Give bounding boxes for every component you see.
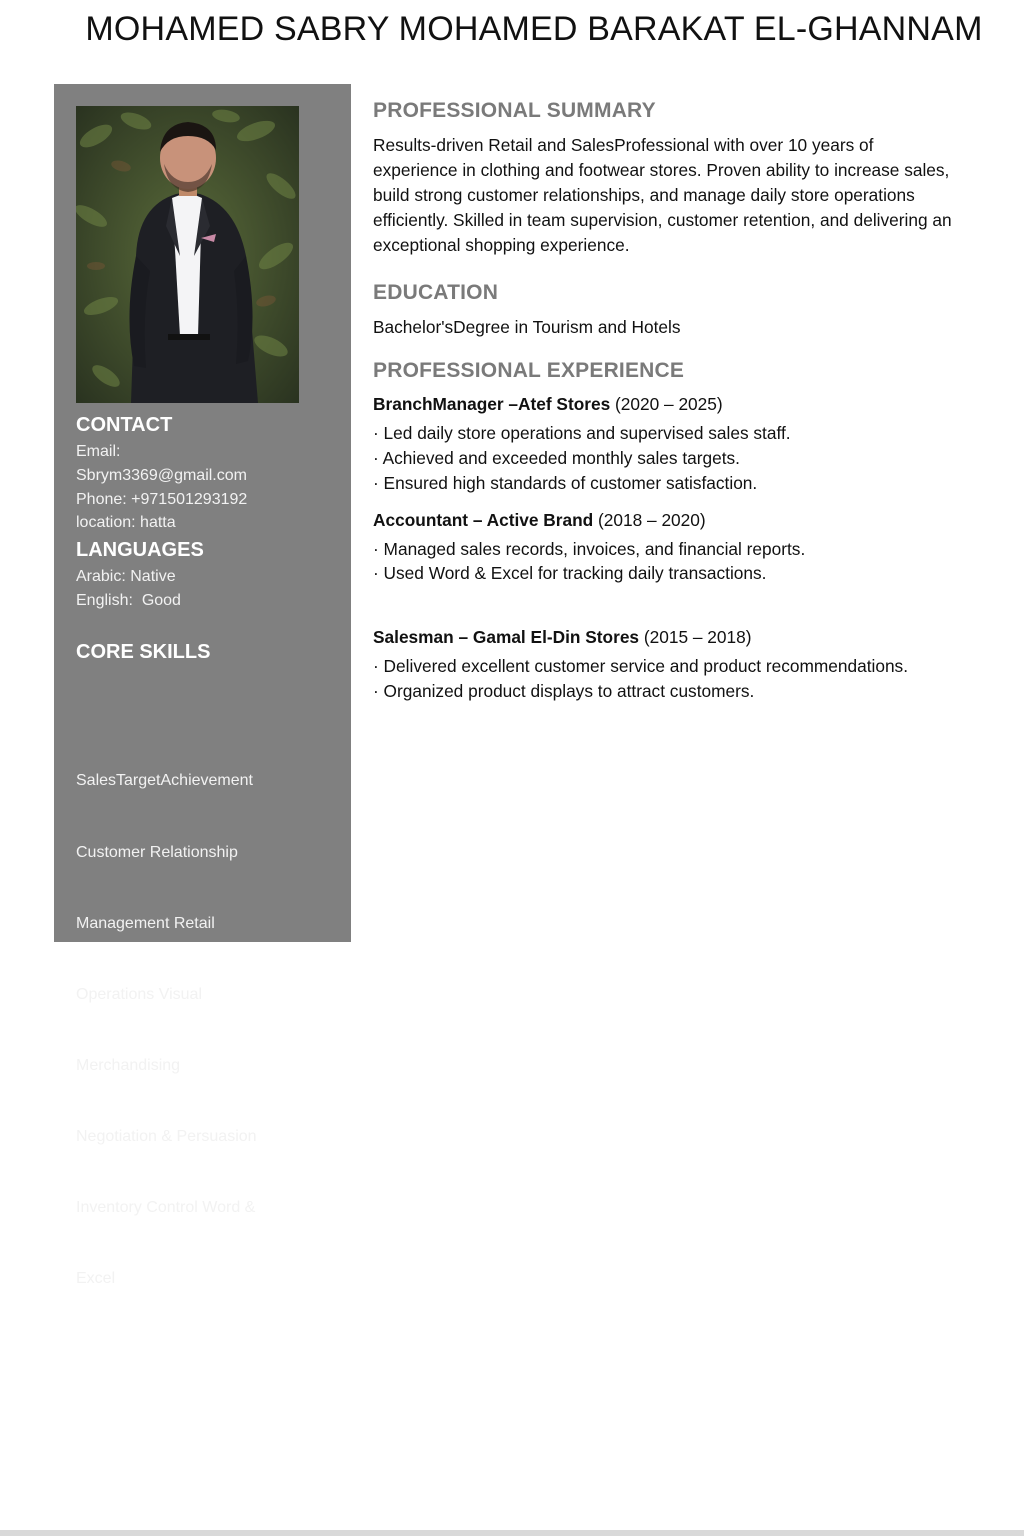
job-dates: (2018 – 2020) bbox=[598, 510, 706, 530]
contact-email-label: Email: bbox=[76, 443, 121, 460]
job-title: BranchManager –Atef Stores bbox=[373, 394, 611, 414]
skill-line: Inventory Control Word & bbox=[76, 1199, 256, 1217]
contact-location: location: hatta bbox=[76, 514, 176, 531]
language-item: English: Good bbox=[76, 592, 181, 609]
education-degree: Bachelor'sDegree in Tourism and Hotels bbox=[373, 317, 681, 337]
resume-name: MOHAMED SABRY MOHAMED BARAKAT EL-GHANNAM bbox=[85, 10, 983, 48]
contact-phone: Phone: +971501293192 bbox=[76, 491, 248, 508]
contact-email[interactable]: Sbrym3369@gmail.com bbox=[76, 467, 247, 484]
summary-line: Results-driven Retail and SalesProfessional with over 10 years of bbox=[373, 135, 874, 155]
job-bullet: · Organized product displays to attract customers. bbox=[373, 681, 755, 701]
job-bullet: · Delivered excellent customer service and product recommendations. bbox=[373, 656, 909, 676]
summary-line: efficiently. Skilled in team supervision, customer retention, and delivering an bbox=[373, 210, 952, 230]
core-skills-heading: CORE SKILLS bbox=[76, 641, 211, 663]
job-bullet: · Managed sales records, invoices, and financial reports. bbox=[373, 539, 806, 559]
bottom-divider bbox=[0, 1530, 1024, 1536]
education-heading: EDUCATION bbox=[373, 281, 499, 304]
summary-text bbox=[373, 133, 998, 258]
job-title-row bbox=[373, 394, 723, 415]
job-title-row bbox=[373, 627, 751, 648]
job-bullet: · Led daily store operations and supervised sales staff. bbox=[373, 423, 791, 443]
skill-line: Excel bbox=[76, 1270, 116, 1288]
skill-line: SalesTargetAchievement bbox=[76, 772, 253, 790]
skill-line: Customer Relationship bbox=[76, 843, 238, 861]
job-bullet: · Achieved and exceeded monthly sales targets. bbox=[373, 448, 740, 468]
job-dates: (2020 – 2025) bbox=[615, 394, 723, 414]
skills-list bbox=[76, 722, 257, 1338]
summary-heading: PROFESSIONAL SUMMARY bbox=[373, 99, 656, 122]
summary-line: exceptional shopping experience. bbox=[373, 235, 630, 255]
skill-line: Operations Visual bbox=[76, 985, 202, 1003]
job-bullet: · Ensured high standards of customer satisfaction. bbox=[373, 473, 758, 493]
summary-line: build strong customer relationships, and manage daily store operations bbox=[373, 185, 915, 205]
job-dates: (2015 – 2018) bbox=[643, 627, 752, 647]
job-title-row bbox=[373, 510, 706, 531]
skill-line: Negotiation & Persuasion bbox=[76, 1127, 257, 1145]
profile-photo bbox=[76, 106, 299, 403]
contact-heading: CONTACT bbox=[76, 414, 173, 436]
job-bullet: · Used Word & Excel for tracking daily transactions. bbox=[373, 563, 767, 583]
job-title: Accountant – Active Brand bbox=[373, 510, 594, 530]
skill-line: Management Retail bbox=[76, 914, 215, 932]
languages-heading: LANGUAGES bbox=[76, 539, 204, 561]
sidebar bbox=[54, 84, 351, 1288]
experience-heading: PROFESSIONAL EXPERIENCE bbox=[373, 359, 685, 382]
skill-line: Merchandising bbox=[76, 1056, 181, 1074]
summary-line: experience in clothing and footwear stores. Proven ability to increase sales, bbox=[373, 160, 950, 180]
job-title: Salesman – Gamal El-Din Stores bbox=[373, 627, 640, 647]
language-item: Arabic: Native bbox=[76, 568, 176, 585]
